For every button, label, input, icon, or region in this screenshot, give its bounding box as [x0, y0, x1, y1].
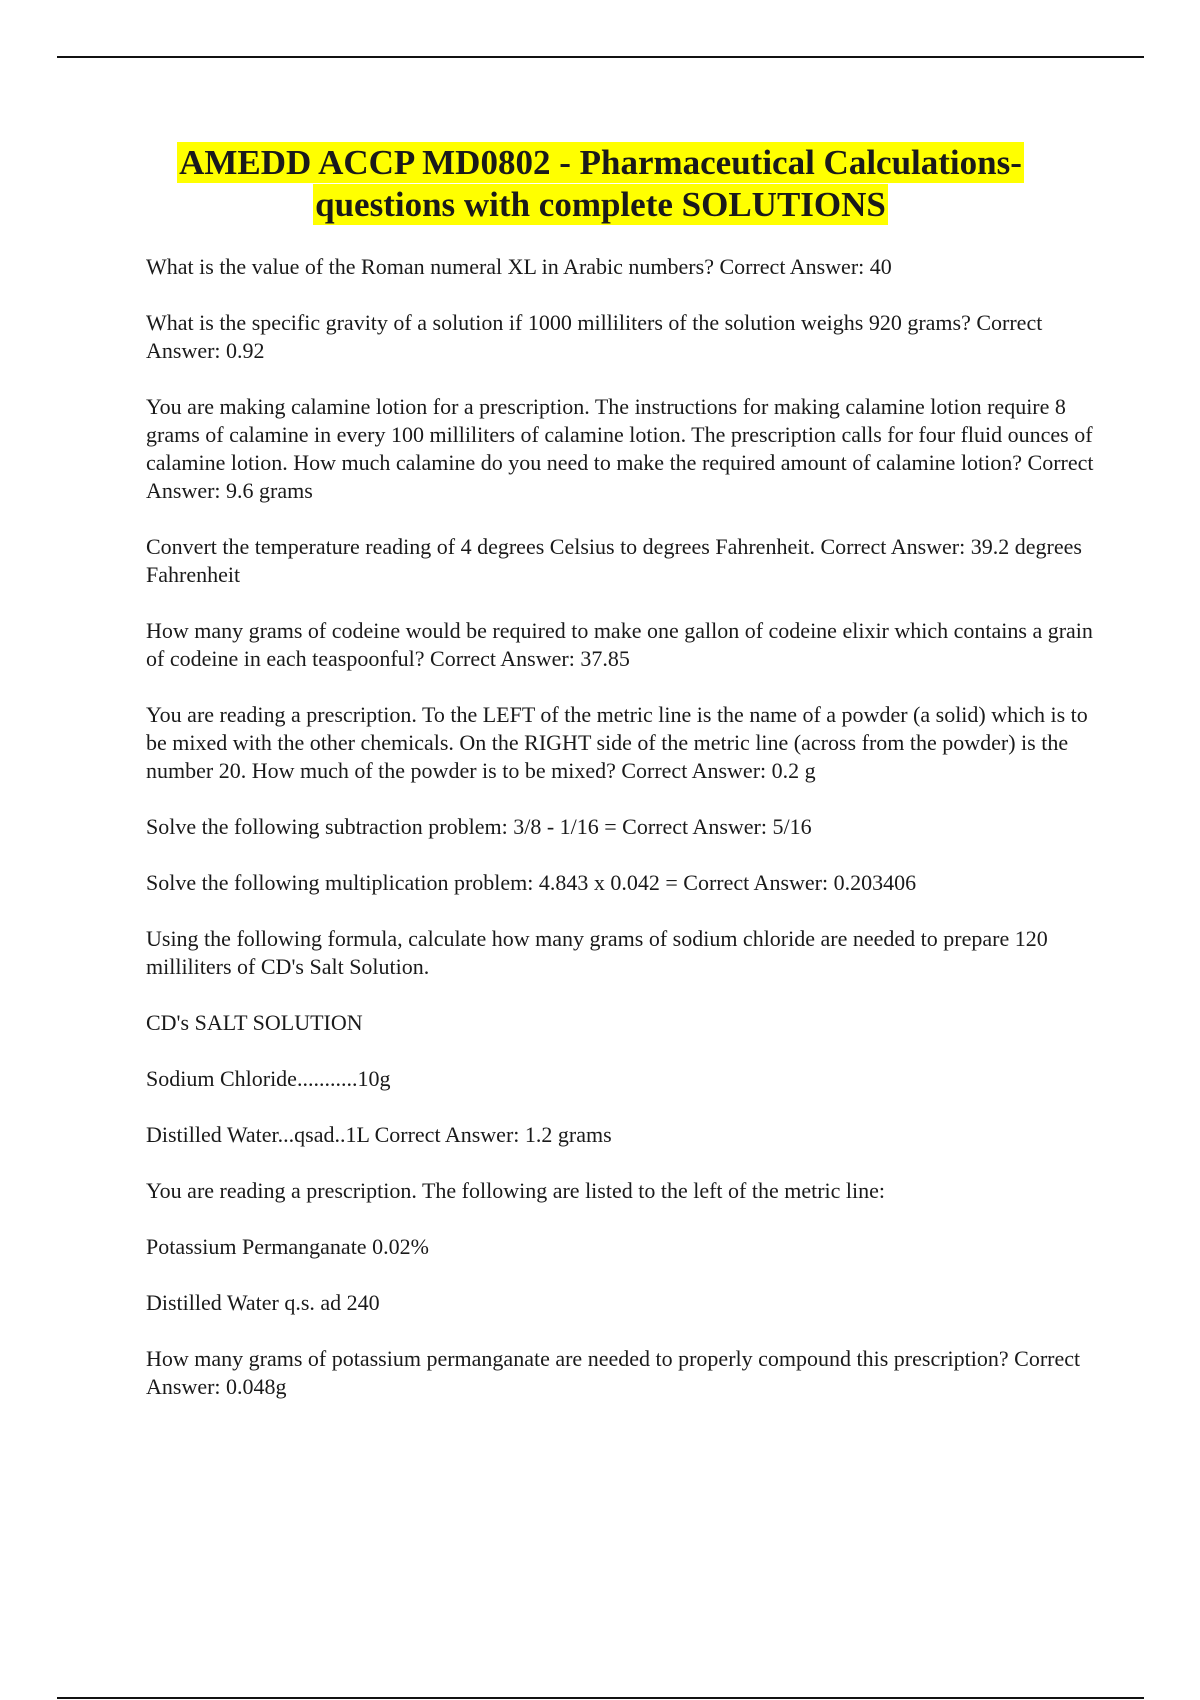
question-powder-metric-line: You are reading a prescription. To the LEFT of the metric line is the name of a powder (a solid) which is to be mixed with the other chemicals. On the RIGHT side of the metric line (across from the powder) is the number 20. How much of the powder is to be mixed? Correct Answer: 0.2 g: [146, 702, 1088, 783]
question-temperature-conversion: Convert the temperature reading of 4 degrees Celsius to degrees Fahrenheit. Correct Answer: 39.2 degrees Fahrenheit: [146, 534, 1082, 587]
formula-sodium-chloride: Sodium Chloride...........10g: [146, 1066, 391, 1091]
document-body: [146, 253, 1096, 1401]
question-permanganate-grams: How many grams of potassium permanganate are needed to properly compound this prescription? Correct Answer: 0.048g: [146, 1346, 1081, 1399]
question-codeine-elixir: How many grams of codeine would be required to make one gallon of codeine elixir which contains a grain of codeine in each teaspoonful? Correct Answer: 37.85: [146, 618, 1093, 671]
question-subtraction: Solve the following subtraction problem: 3/8 - 1/16 = Correct Answer: 5/16: [146, 814, 812, 839]
title-line-2: questions with complete SOLUTIONS: [315, 185, 886, 224]
formula-distilled-water: Distilled Water...qsad..1L Correct Answer: 1.2 grams: [146, 1122, 612, 1147]
bottom-rule: [57, 1697, 1144, 1699]
document-title: [57, 142, 1144, 226]
question-multiplication: Solve the following multiplication problem: 4.843 x 0.042 = Correct Answer: 0.203406: [146, 870, 917, 895]
question-roman-numeral: What is the value of the Roman numeral XL in Arabic numbers? Correct Answer: 40: [146, 254, 892, 279]
formula-heading: CD's SALT SOLUTION: [146, 1010, 363, 1035]
title-line-1: AMEDD ACCP MD0802 - Pharmaceutical Calculations-: [179, 143, 1022, 182]
top-rule: [57, 56, 1144, 58]
ingredient-distilled-water: Distilled Water q.s. ad 240: [146, 1290, 380, 1315]
question-salt-solution: Using the following formula, calculate how many grams of sodium chloride are needed to prepare 120 milliliters of CD's Salt Solution.: [146, 926, 1048, 979]
question-specific-gravity: What is the specific gravity of a solution if 1000 milliliters of the solution weighs 920 grams? Correct Answer: 0.92: [146, 310, 1043, 363]
question-calamine-lotion: You are making calamine lotion for a prescription. The instructions for making calamine lotion require 8 grams of calamine in every 100 milliliters of calamine lotion. The prescription calls for four fluid ounces of calamine lotion. How much calamine do you need to make the required amount of calamine lotion? Correct Answer: 9.6 grams: [146, 394, 1094, 503]
ingredient-potassium-permanganate: Potassium Permanganate 0.02%: [146, 1234, 429, 1259]
question-permanganate-intro: You are reading a prescription. The following are listed to the left of the metric line:: [146, 1178, 886, 1203]
